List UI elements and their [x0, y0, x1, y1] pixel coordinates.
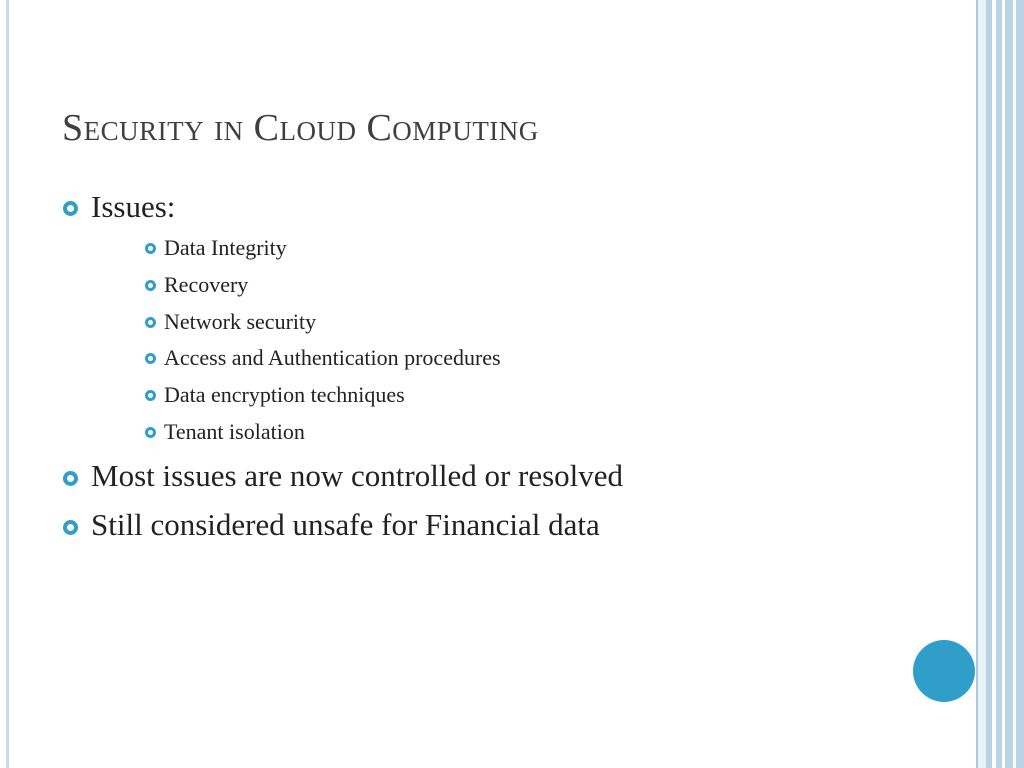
sub-bullet-item: Tenant isolation	[164, 419, 305, 444]
slide-title: Security in Cloud Computing	[62, 107, 539, 149]
sub-bullet-item: Data encryption techniques	[164, 382, 405, 407]
left-border-line	[6, 0, 9, 768]
sub-bullet-item: Recovery	[164, 272, 249, 297]
bullet-ring-icon	[63, 520, 78, 535]
bullet-item: Issues:	[91, 189, 176, 224]
sub-bullet-item: Network security	[164, 309, 317, 334]
sub-bullet-ring-icon	[145, 427, 156, 438]
bullet-ring-icon	[63, 201, 78, 216]
sub-bullet-item: Access and Authentication procedures	[164, 345, 501, 370]
bullet-item: Most issues are now controlled or resolved	[91, 458, 624, 493]
accent-circle	[913, 640, 975, 702]
sub-bullet-ring-icon	[145, 243, 156, 254]
sub-bullet-ring-icon	[145, 390, 156, 401]
sub-bullet-ring-icon	[145, 317, 156, 328]
sub-bullet-ring-icon	[145, 353, 156, 364]
right-decorative-stripes	[976, 0, 1024, 768]
sub-bullet-ring-icon	[145, 280, 156, 291]
sub-bullet-item: Data Integrity	[164, 235, 287, 260]
bullet-ring-icon	[63, 471, 78, 486]
bullet-item: Still considered unsafe for Financial data	[91, 507, 600, 542]
